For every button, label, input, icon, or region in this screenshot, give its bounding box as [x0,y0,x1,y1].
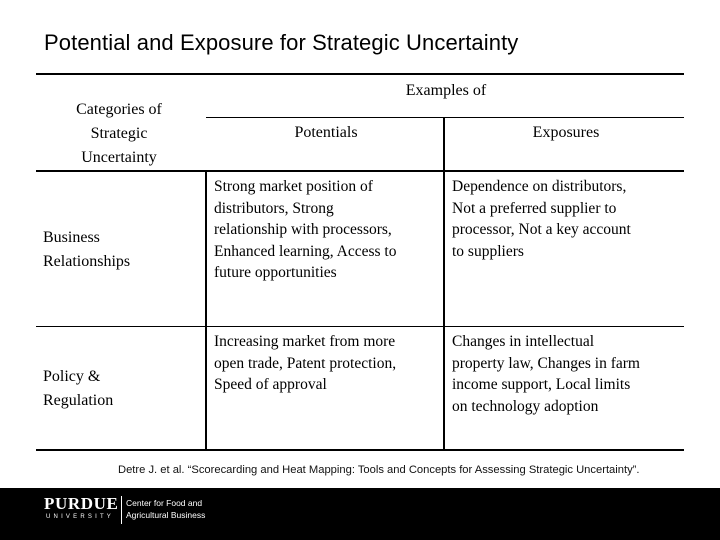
header-categories-line: Categories of [76,101,162,118]
center-name-line: Agricultural Business [126,510,206,520]
cell-line: Enhanced learning, Access to [214,242,397,260]
column-divider-right [443,117,445,449]
potentials-cell [214,331,440,396]
logo-wordmark: PURDUE [44,494,119,513]
cell-line: Speed of approval [214,376,327,393]
cell-line: Strong market position of [214,178,373,195]
cell-line: income support, Local limits [452,376,631,393]
table-bottom-rule [36,449,684,451]
row-label-line: Business [43,229,100,246]
slide-title: Potential and Exposure for Strategic Uncertainty [44,30,519,55]
exposures-cell [452,176,682,262]
header-examples-of: Examples of [405,82,487,99]
cell-line: open trade, Patent protection, [214,354,397,372]
header-exposures: Exposures [532,124,600,141]
row-label-line: Regulation [43,392,114,409]
cell-line: Changes in intellectual [452,333,595,350]
header-categories [44,98,194,170]
cell-line: Dependence on distributors, [452,178,627,195]
cell-line: processor, Not a key account [452,221,631,238]
cell-line: on technology adoption [452,397,599,415]
exposures-cell [452,331,682,417]
row-divider [36,326,684,327]
header-bottom-rule [36,170,684,172]
examples-underline [206,117,684,118]
cell-line: to suppliers [452,242,524,260]
row-label-policy-regulation [43,365,113,413]
row-label-line: Relationships [43,253,131,270]
header-potentials: Potentials [294,124,358,141]
cell-line: Increasing market from more [214,333,396,350]
cell-line: relationship with processors, [214,221,392,238]
table-top-rule [36,73,684,75]
header-categories-line: Strategic [90,125,148,142]
cell-line: property law, Changes in farm [452,354,640,372]
citation: Detre J. et al. “Scorecarding and Heat Mapping: Tools and Concepts for Assessing Strategic Uncertainty”. [118,464,640,476]
center-name [126,497,236,521]
cell-line: future opportunities [214,264,337,281]
cell-line: Not a preferred supplier to [452,199,617,217]
center-name-line: Center for Food and [126,498,203,508]
row-label-business-relationships [43,226,130,274]
header-categories-line: Uncertainty [81,149,157,166]
row-label-line: Policy & [43,368,101,385]
logo-divider [121,496,122,524]
potentials-cell [214,176,440,284]
logo-subtext: UNIVERSITY [46,514,115,520]
cell-line: distributors, Strong [214,199,334,217]
column-divider-left [205,172,207,449]
